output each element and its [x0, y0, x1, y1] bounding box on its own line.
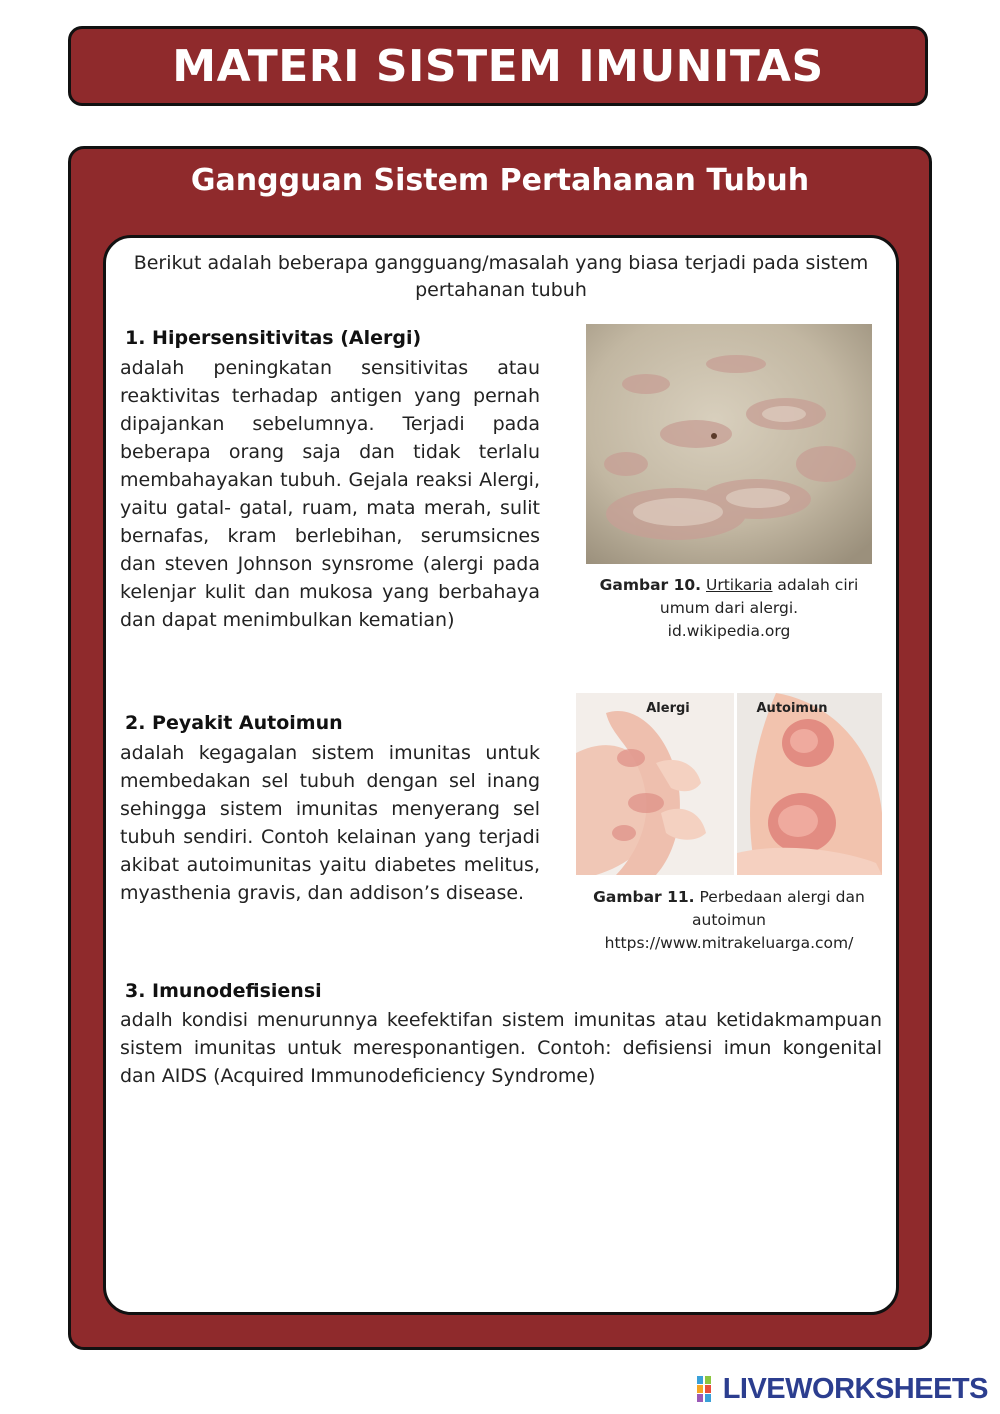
figure-11-caption [566, 886, 892, 955]
intro-text: Berikut adalah beberapa gangguang/masalah yang biasa terjadi pada sistem pertahanan tubuh [133, 252, 869, 301]
figure-10-source: id.wikipedia.org [667, 622, 791, 640]
urtikaria-link[interactable]: Urtikaria [706, 576, 773, 594]
urticaria-photo [586, 324, 872, 564]
liveworksheets-icon [697, 1376, 719, 1402]
title-banner [68, 26, 928, 106]
figure-10-caption [586, 574, 872, 643]
photo-label-autoimmune: Autoimun [756, 701, 828, 716]
section-1-heading: 1. Hipersensitivitas (Alergi) [125, 327, 422, 349]
inner-card [103, 235, 899, 1315]
section-3-heading: 3. Imunodefisiensi [125, 980, 322, 1002]
photo-label-allergy: Alergi [646, 701, 690, 716]
figure-10-label: Gambar 10. [599, 576, 702, 594]
panel-title: Gangguan Sistem Pertahanan Tubuh [190, 163, 810, 198]
liveworksheets-logo[interactable] [697, 1374, 988, 1404]
page-title: MATERI SISTEM IMUNITAS [172, 40, 824, 92]
figure-11-source: https://www.mitrakeluarga.com/ [604, 934, 854, 952]
content-panel [68, 146, 932, 1350]
figure-11-text: Perbedaan alergi dan autoimun [692, 888, 865, 929]
liveworksheets-brand: LIVEWORKSHEETS [722, 1372, 988, 1405]
section-2-heading: 2. Peyakit Autoimun [125, 712, 343, 734]
section-2-body: adalah kegagalan sistem imunitas untuk membedakan sel tubuh dengan sel inang sehingga sistem imunitas menyerang sel tubuh sendiri. Contoh kelainan yang terjadi akibat autoimunitas yaitu diabetes melitus, myasthenia gravis, dan addison’s disease. [120, 742, 540, 904]
figure-11-label: Gambar 11. [593, 888, 695, 906]
section-1-body: adalah peningkatan sensitivitas atau reaktivitas terhadap antigen yang pernah dipajankan sebelumnya. Terjadi pada beberapa orang saja dan tidak terlalu membahayakan tubuh. Gejala reaksi Alergi, yaitu gatal- gatal, ruam, mata merah, sulit bernafas, kram berlebihan, serumsicnes dan steven Johnson synsrome (alergi pada kelenjar kulit dan mukosa yang berbahaya dan dapat menimbulkan kematian) [120, 357, 540, 631]
section-3-body: adalh kondisi menurunnya keefektifan sistem imunitas atau ketidakmampuan sistem imunitas untuk meresponantigen. Contoh: defisiensi imun kongenital dan AIDS (Acquired Immunodeficiency Syndrome) [120, 1009, 882, 1087]
figure-10-text: adalah ciri umum dari alergi. [659, 576, 859, 617]
allergy-autoimmune-photo [576, 693, 882, 875]
